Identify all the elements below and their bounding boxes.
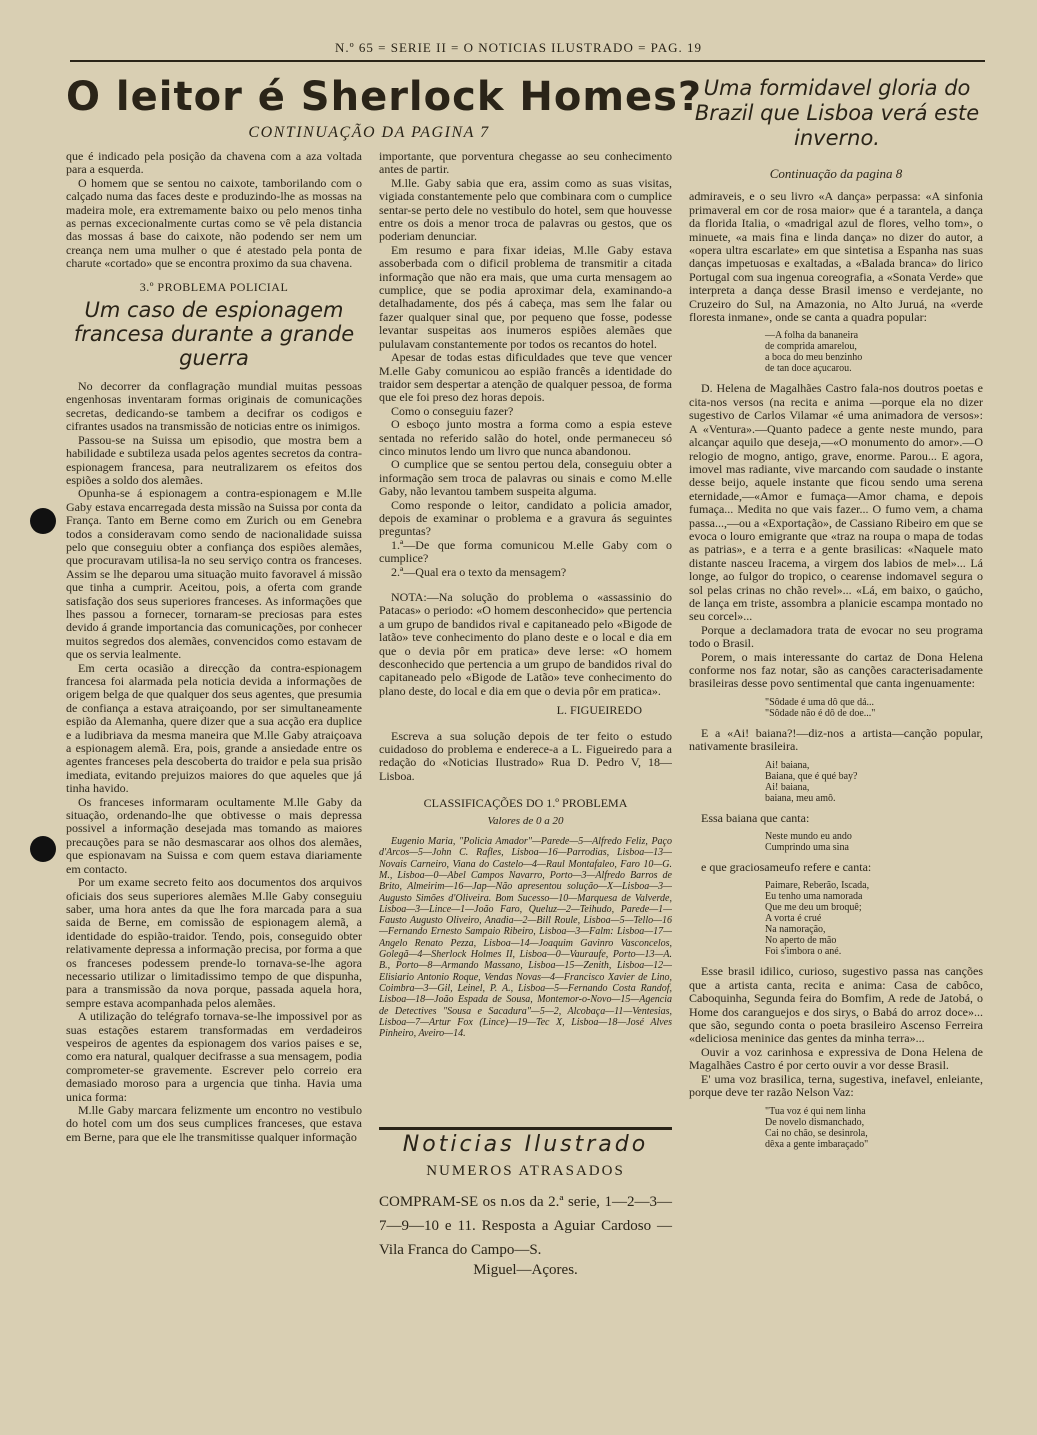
poem-line: de comprida amarelou,	[765, 341, 857, 353]
poem-line: baiana, meu amô.	[765, 792, 836, 804]
note-paragraph: NOTA:—Na solução do problema o «assassinio do Patacas» o periodo: «O homem desconhecido» que pertencia a um grupo de bandidos rival e capitaneado pelo «Bigode de latão» teve conhecimento do plano deste e o local e dia em que o devia pôr em pratica» deve lerse: «O homem desconhecido que pertencia a um grupo de bandidos rival do capitaneado pelo «Bigode de Latão» teve conhecimento do plano deste, do local e dia em que o devia pôr em pratica».	[379, 590, 672, 698]
poem-line: "Sôdade não é dô de doe..."	[765, 707, 876, 719]
column-3	[689, 165, 983, 1405]
paragraph: 1.ª—De que forma comunicou M.elle Gaby com o cumplice?	[379, 537, 672, 566]
paragraph: 2.ª—Qual era o texto da mensagem?	[391, 564, 567, 579]
side-headline: Uma formidavel gloria do Brazil que Lisboa verá este inverno.	[694, 76, 980, 150]
continuation-label: CONTINUAÇÃO DA PAGINA 7	[248, 124, 490, 141]
paragraph: admiraveis, e o seu livro «A dança» perpassa: «A sinfonia primaveral em cor de rosa maior» que é a tarantela, a dança da florida Italia, o «madrigal azul de flores, velho tom», o minuete, «a mais fina e linda dança» no dizer do autor, a «opera ultra escarlate» em que sintetisa a Espanha nas suas danças impetuosas e exaltadas, a «Balada branca» do lirico Portugal com sua ingenua coreografia, a «Sonata Verde» que interpreta a dança desse Brasil imenso e verdejante, no Cruzeiro do Sul, na Amazonia, no Alto Juruá, na «verde floresta inmane», onde se canta a quadra popular:	[689, 189, 983, 325]
poem-line: Na namoração,	[765, 924, 826, 936]
classification-title: CLASSIFICAÇÕES DO 1.º PROBLEMA	[423, 796, 628, 811]
ad-rule	[379, 1127, 672, 1130]
paragraph: O esboço junto mostra a forma como a espia esteve sentada no referido salão do hotel, onde permaneceu só cinco minutos lendo um livro que nunca abandonou.	[379, 417, 672, 458]
paragraph: E' uma voz brasilica, terna, sugestiva, inefavel, enleiante, porque deve ter razão Nelson Vaz:	[689, 1071, 983, 1100]
poem-namorada	[765, 880, 983, 957]
poem-line: Eu tenho uma namorada	[765, 891, 863, 903]
poem-line: Ai! baiana,	[765, 759, 810, 771]
signature: L. FIGUEIREDO	[556, 703, 642, 718]
paragraph: Ouvir a voz carinhosa e expressiva de Dona Helena de Magalhães Castro é por certo ouvir a vor desse Brasil.	[689, 1044, 983, 1073]
paragraph: No decorrer da conflagração mundial muitas pessoas engenhosas inventaram formas originais de comunicações secretas, dedicando-se tambem a decifrar os codigos e cifrantes usados na transmissão de noticias entre os inimigos.	[66, 379, 362, 434]
poem-line: "Sôdade é uma dô que dá...	[765, 696, 875, 708]
poem-line: "Tua voz é qui nem linha	[765, 1105, 866, 1117]
paragraph: Os franceses informaram ocultamente M.lle Gaby da situação, ordenando-lhe que obtivesse o mais depressa possivel a informação desejada mas tomando as maiores precauções para se não desmascarar aos olhos dos alemães, que espionavam na Suissa e com quem estava diariamente em contacto.	[66, 794, 362, 876]
page-header: N.º 65 = SERIE II = O NOTICIAS ILUSTRADO = PAG. 19	[335, 40, 702, 55]
header-rule	[70, 60, 985, 62]
poem-line: Cumprindo uma sina	[765, 842, 849, 854]
paragraph: D. Helena de Magalhães Castro fala-nos doutros poetas e cita-nos versos (na recita e anima —porque ela no dizer sugestivo de Carlos Vilamar «é uma animadora de versos»: A «Ventura».—Quanto padece a gente neste mundo, para alcançar aquilo que deseja,—«O monumento do amor».—O relogio de mogno, antigo, grave, enorme. Parou... E agora, imovel mas radiante, vive marcando com saudade o instante desse beijo, aquele instante que ficou sendo uma serena eternidade,—«Amor e fumaça—Amor chama, e depois fumaça... Medita no que vais fazer... O fumo vem, a chama passa...,—ou a «Exportação», de Cassiano Ribeiro em que se evoca o louro emigrante que «traz na roupa o mapa de todas as patrias», e a terra e a gente brasilicas: «Naquele mato distante nasceu Iracema, a virgem dos labios de mel»... Lá longe, ao fulgor do tropico, o cearense indomavel segura o sol pelas crinas no chão revel»... «Lá, em baixo, o gaúcho, de lança em triste, assombra a planicie escampa montado no seu corcel»...	[689, 381, 983, 624]
problem-label: 3.º PROBLEMA POLICIAL	[139, 279, 289, 294]
paragraph: Apesar de todas estas dificuldades que teve que vencer M.elle Gaby comunicou ao espião francês a identidade do traidor sem despertar a atenção de qualquer pessoa, de forma que ele foi preso dez horas depois.	[379, 350, 672, 405]
paragraph: Como o conseguiu fazer?	[391, 403, 514, 418]
poem-line: De novelo dismanchado,	[765, 1116, 865, 1128]
paragraph: A utilização do telégrafo tornava-se-lhe impossivel por as suas estações estarem transformadas em verdadeiros vespeiros de agentes da espionagem dos varios paises e se, como era natural, qualquer decifrasse a sua mensagem, podia comprometer-se gravemente. Escrever pelo correio era demasiado moroso para a urgencia que tinha. Havia uma unica forma:	[66, 1009, 362, 1104]
paragraph: M.lle. Gaby sabia que era, assim como as suas visitas, vigiada constantemente pelo que combinara com o cumplice sentar-se perto dele no vestibulo do hotel, sem que houvesse entre os dois a menor troca de palavras ou gestos, que os poderiam denunciar.	[379, 175, 672, 244]
poem-line: Baiana, que é qué bay?	[765, 770, 858, 782]
poem-line: Paimare, Reberão, Iscada,	[765, 880, 870, 892]
binding-hole	[30, 836, 56, 862]
column-2	[379, 150, 672, 1125]
binding-hole	[30, 508, 56, 534]
paragraph: O homem que se sentou no caixote, tamborilando com o calçado numa das faces deste e produzindo-lhe as mossas na madeira mole, era extremamente baixo ou pelo menos tinha as pernas excecionalmente curtas como se vê pela distancia das mossas á base do caixote, não podendo ser nem um creança nem uma mulher o que é atestado pela ponta de charute «cortado» que se encontra proximo da sua chavena.	[66, 175, 362, 271]
poem-line: a boca do meu benzinho	[765, 352, 863, 364]
paragraph: Porem, o mais interessante do cartaz de Dona Helena conforme nos faz notar, são as canções caracterisadamente brasileiras desse povo sentimental que canta ingenuamente:	[689, 649, 983, 691]
paragraph: O cumplice que se sentou pertou dela, conseguiu obter a informação sem troca de palavras ou sinais e como M.elle Gaby, não levantou tambem suspeita alguma.	[379, 457, 672, 499]
poem-line: No aperto de mão	[765, 935, 837, 947]
paragraph: Porque a declamadora trata de evocar no seu programa todo o Brasil.	[689, 622, 983, 651]
poem-line: de tan doce açucarou.	[765, 363, 852, 375]
poem-line: —A folha da bananeira	[765, 330, 859, 342]
ad-title: Noticias Ilustrado	[402, 1132, 649, 1157]
poem-line: A vorta é crué	[765, 913, 822, 925]
paragraph: importante, que porventura chegasse ao seu conhecimento antes de partir.	[379, 150, 672, 177]
main-headline: O leitor é Sherlock Homes?	[66, 74, 703, 120]
ad-last-line: Miguel—Açores.	[473, 1262, 578, 1278]
classification-subtitle: Valores de 0 a 20	[487, 814, 564, 827]
paragraph: E a «Ai! baiana?!—diz-nos a artista—canção popular, nativamente brasileira.	[689, 725, 983, 754]
paragraph: e que graciosameufo refere e canta:	[701, 860, 872, 875]
side-continuation: Continuação da pagina 8	[769, 166, 903, 181]
poem-tua-voz	[765, 1106, 983, 1150]
paragraph: que é indicado pela posição da chavena com a aza voltada para a esquerda.	[66, 150, 362, 177]
paragraph: Por um exame secreto feito aos documentos dos arquivos oficiais dos seus superiores alemães M.lle Gaby conseguiu saber, uma hora antes da que lhe fora marcada para a sua saida de Berne, em comissão de espionagem alemã, a identidade do espião-traidor. Tendo, pois, conseguido obter relativamente depressa a informação precisa, por forma a que os franceses podessem prende-lo tornava-se-lhe agora necessario utilizar o limitadissimo tempo de que dispunha, para a transmissão da nova porque, passada aquela hora, sempre estava acompanhada pelos alemães.	[66, 875, 362, 1010]
poem-line: Foi s'imbora o ané.	[765, 946, 842, 958]
poem-line: Que me deu um broquê;	[765, 902, 862, 914]
poem-line: Cai no chão, se desinrola,	[765, 1127, 868, 1139]
poem-line: dêxa a gente imbaraçado"	[765, 1138, 869, 1150]
paragraph: Como responde o leitor, candidato a policia amador, depois de examinar o problema e a gravura ás seguintes preguntas?	[379, 497, 672, 539]
invite-paragraph: Escreva a sua solução depois de ter feito o estudo cuidadoso do problema e enderece-a a L. Figueiredo para a redação do «Noticias Ilustrado» Rua D. Pedro V, 18—Lisboa.	[379, 728, 672, 783]
paragraph: Em resumo e para fixar ideias, M.lle Gaby estava assoberbada com o dificil problema de transmitir a citada informação que não era mais, que uma curta mensagem ao cumplice, que se podia aproximar dela, examinando-a detalhadamente, dos pés á cabeça, mas sem lhe falar ou fazer qualquer sinal que, por pequeno que fosse, podesse levantar suspeitas aos inumeros espiões alemães que pululavam constantemente por todos os recantos do hotel.	[379, 242, 672, 351]
back-issues-ad	[379, 1132, 672, 1279]
paragraph: Em certa ocasião a direcção da contra-espionagem francesa foi alarmada pela noticia devida a informações de origem belga de que qualquer dos seus agentes, que presumia de confiança a estava atraiçoando, por ser simultaneamente espião da Alemanha, quere dizer que a sua acção era duplice e a ludibriava da mesma maneira que M.lle Gaby atraiçoava a espionagem alemã. Era, pois, grande a ansiedade entre os agentes franceses pela descoberta do traidor e pela sua prisão imediata, evitando prejuizos maiores do que aqueles que já tinha havido.	[66, 660, 362, 796]
paragraph: Opunha-se á espionagem a contra-espionagem e M.lle Gaby estava encarregada desta missão na Suissa por conta da França. Tanto em Berne como em Zurich ou em Genebra todos a consideravam como sendo de nacionalidade suissa pelo que conseguiu obter a confiança dos espiões alemães, que procuravam utilisa-la no seu serviço contra os franceses. Assim se lhe deparou uma situação muito favoravel á missão que tinha a cumprir. Aceitou, pois, a oferta com grande satisfação dos seus superiores franceses. As informações que lhes passou a fornecer, tornaram-se preciosas para estes devido á grande importancia das comunicações, por conhecer muitos segredos dos alemães, convencidos como estavam de que os servia lealmente.	[66, 486, 362, 662]
subheadline: Um caso de espionagem francesa durante a grande guerra	[73, 298, 355, 371]
ad-subtitle: NUMEROS ATRASADOS	[426, 1163, 625, 1179]
paragraph: Essa baiana que canta:	[701, 810, 810, 825]
paragraph: Esse brasil idilico, curioso, sugestivo passa nas canções que a artista canta, recita e anima: Casa de cabôco, Caboquinha, Segunda feira do Bomfim, A rede de Jatobá, o Home dos caranguejos e dos sirys, o Babá do arroz doce»... que são, segundo conta o poeta brasileiro Ascenso Ferreira «deliciosa meninice das gentes da minha terra»...	[689, 964, 983, 1046]
classification-list: Eugenio Maria, "Policia Amador"—Parede—5—Alfredo Feliz, Paço d'Arcos—5—John C. Rafles, Lisboa—16—Parrodias, Lisboa—13—Novais Carneiro, Viana do Castelo—4—Raul Montafaleo, Faro 10—G. M., Lisboa—0—Abel Campos Navarro, Porto—3—Alfredo Barros de Brito, Almeirim—16—Jap—Não apresentou solução—X—Lisboa—3—Augusto Simões d'Oliveira. Bom Sucesso—10—Marquesa de Valverde, Lisboa—3—Lince—1—João Faro, Queluz—2—Teihudo, Parede—1—Fausto Augusto Oliveiro, Anadia—2—Bill Roule, Lisboa—5—Tello—16—Fernando Ernesto Sampaio Ribeiro, Lisboa—3—Falm: Lisboa—17—Angelo Renato Pezza, Lisboa—14—Joaquim Gavinro Vasconcelos, Golegã—4—Sherlock Holmes II, Lisboa—0—Vauraufe, Porto—13—A. B., Porto—8—Armando Massano, Lisboa—15—Zenith, Lisboa—12—Elisiario Antonio Roque, Vendas Novas—4—Francisco Xavier de Lino, Coimbra—3—Gil, Leinel, P. A., Lisboa—5—Fernando Costa Randof, Lisboa—18—João Espada de Sousa, Montemor-o-Novo—15—Agencia de Detectives "Sousa e Sacadura"—5—2, Alcobaça—11—Ventesias, Lisboa—7—Artur Fox (Lince)—19—Tec X, Lisboa—18—José Alves Pinheiro, Aveiro—14.	[379, 836, 672, 1040]
poem-line: Neste mundo eu ando	[765, 831, 852, 843]
poem-sodade	[765, 697, 983, 719]
poem-baiana	[765, 760, 983, 804]
ad-body: COMPRAM-SE os n.os da 2.ª serie, 1—2—3—7—9—10 e 11. Resposta a Aguiar Cardoso — Vila Franca do Campo—S.	[379, 1194, 672, 1258]
column-1	[66, 150, 362, 1400]
paragraph: Passou-se na Suissa um episodio, que mostra bem a habilidade e subtileza usada pelos agentes secretos da contra-espionagem francesa, para neutralizarem os efeitos dos espiões a soldo dos alemães.	[66, 432, 362, 487]
poem-sina	[765, 831, 983, 853]
poem-line: Ai! baiana,	[765, 781, 810, 793]
paragraph: M.lle Gaby marcara felizmente um encontro no vestibulo do hotel com um dos seus cumplices franceses, que estava em Berne, para que ele lhe transmitisse qualquer informação	[66, 1103, 362, 1144]
poem-bananeira	[765, 330, 983, 374]
